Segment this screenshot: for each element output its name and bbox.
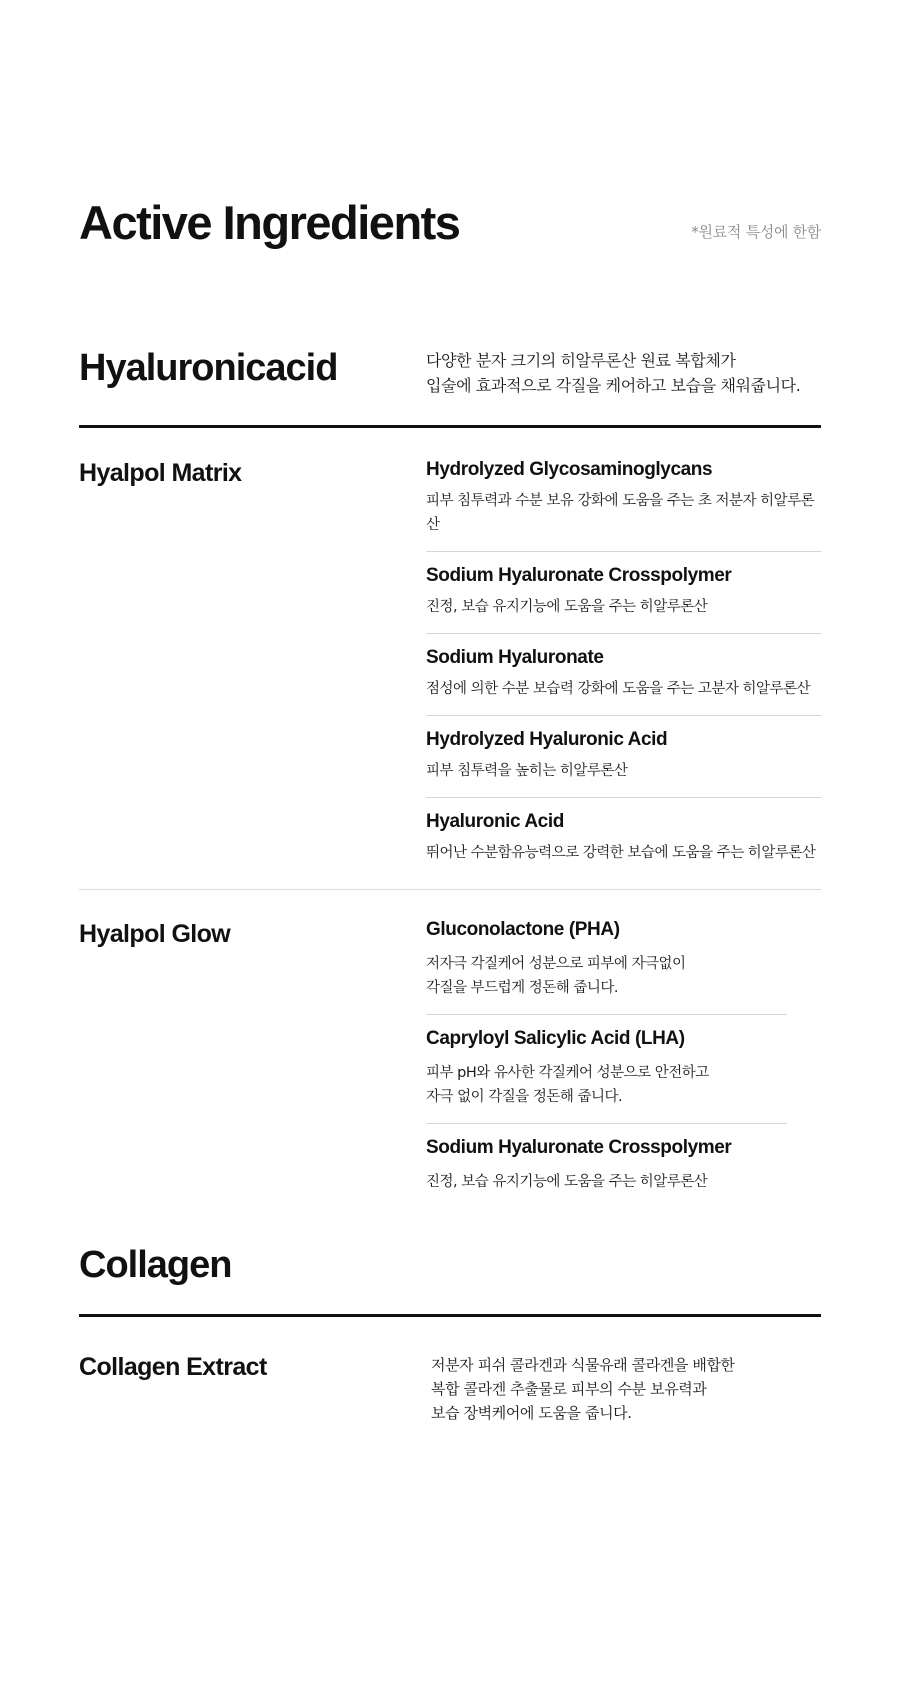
section-desc-hyaluronic: 다양한 분자 크기의 히알루론산 원료 복합체가 입술에 효과적으로 각질을 케어하고 보습을 채워줍니다.: [426, 351, 801, 395]
group-divider: [79, 889, 821, 890]
ingredient-item: [426, 797, 821, 879]
ingredient-name: Gluconolactone (PHA): [426, 919, 620, 940]
section-divider: [79, 1314, 821, 1317]
section-title-hyaluronic: Hyaluronicacid: [79, 347, 338, 389]
ingredient-list-matrix: [426, 458, 821, 879]
ingredient-list-glow: [426, 918, 787, 1208]
ingredient-desc: 저자극 각질케어 성분으로 피부에 자극없이 각질을 부드럽게 정돈해 줍니다.: [426, 956, 686, 996]
ingredient-item: [426, 715, 821, 797]
ingredient-name: Sodium Hyaluronate Crosspolymer: [426, 565, 732, 586]
ingredient-item: [426, 458, 821, 551]
ingredient-name: Hyaluronic Acid: [426, 811, 564, 832]
group-title-matrix: Hyalpol Matrix: [79, 459, 242, 487]
section-title-collagen: Collagen: [79, 1244, 232, 1286]
title-note: *원료적 특성에 한함: [691, 223, 821, 241]
ingredient-item: [426, 1123, 787, 1208]
ingredient-desc: 피부 침투력과 수분 보유 강화에 도움을 주는 초 저분자 히알루론산: [426, 493, 815, 533]
ingredient-item: [426, 551, 821, 633]
group-title-glow: Hyalpol Glow: [79, 920, 231, 948]
ingredient-name: Hydrolyzed Glycosaminoglycans: [426, 459, 713, 480]
ingredient-desc: 피부 침투력을 높히는 히알루론산: [426, 763, 628, 779]
ingredient-desc: 뛰어난 수분함유능력으로 강력한 보습에 도움을 주는 히알루론산: [426, 845, 816, 861]
ingredient-name: Capryloyl Salicylic Acid (LHA): [426, 1028, 685, 1049]
ingredient-name: Sodium Hyaluronate: [426, 647, 604, 668]
ingredient-item: [426, 633, 821, 715]
collagen-extract-desc: 저분자 피쉬 콜라겐과 식물유래 콜라겐을 배합한 복합 콜라겐 추출물로 피부의 수분 보유력과 보습 장벽케어에 도움을 줍니다.: [431, 1356, 735, 1422]
group-title-collagen-extract: Collagen Extract: [79, 1353, 267, 1381]
section-divider: [79, 425, 821, 428]
ingredient-desc: 피부 pH와 유사한 각질케어 성분으로 안전하고 자극 없이 각질을 정돈해 줍니다.: [426, 1065, 709, 1105]
page-title: Active Ingredients: [79, 196, 460, 249]
ingredient-name: Hydrolyzed Hyaluronic Acid: [426, 729, 668, 750]
ingredient-desc: 점성에 의한 수분 보습력 강화에 도움을 주는 고분자 히알루론산: [426, 681, 811, 697]
ingredient-item: [426, 1014, 787, 1123]
ingredient-desc: 진정, 보습 유지기능에 도움을 주는 히알루론산: [426, 1174, 708, 1190]
ingredient-desc: 진정, 보습 유지기능에 도움을 주는 히알루론산: [426, 599, 708, 615]
ingredient-item: [426, 918, 787, 1014]
ingredient-name: Sodium Hyaluronate Crosspolymer: [426, 1137, 732, 1158]
